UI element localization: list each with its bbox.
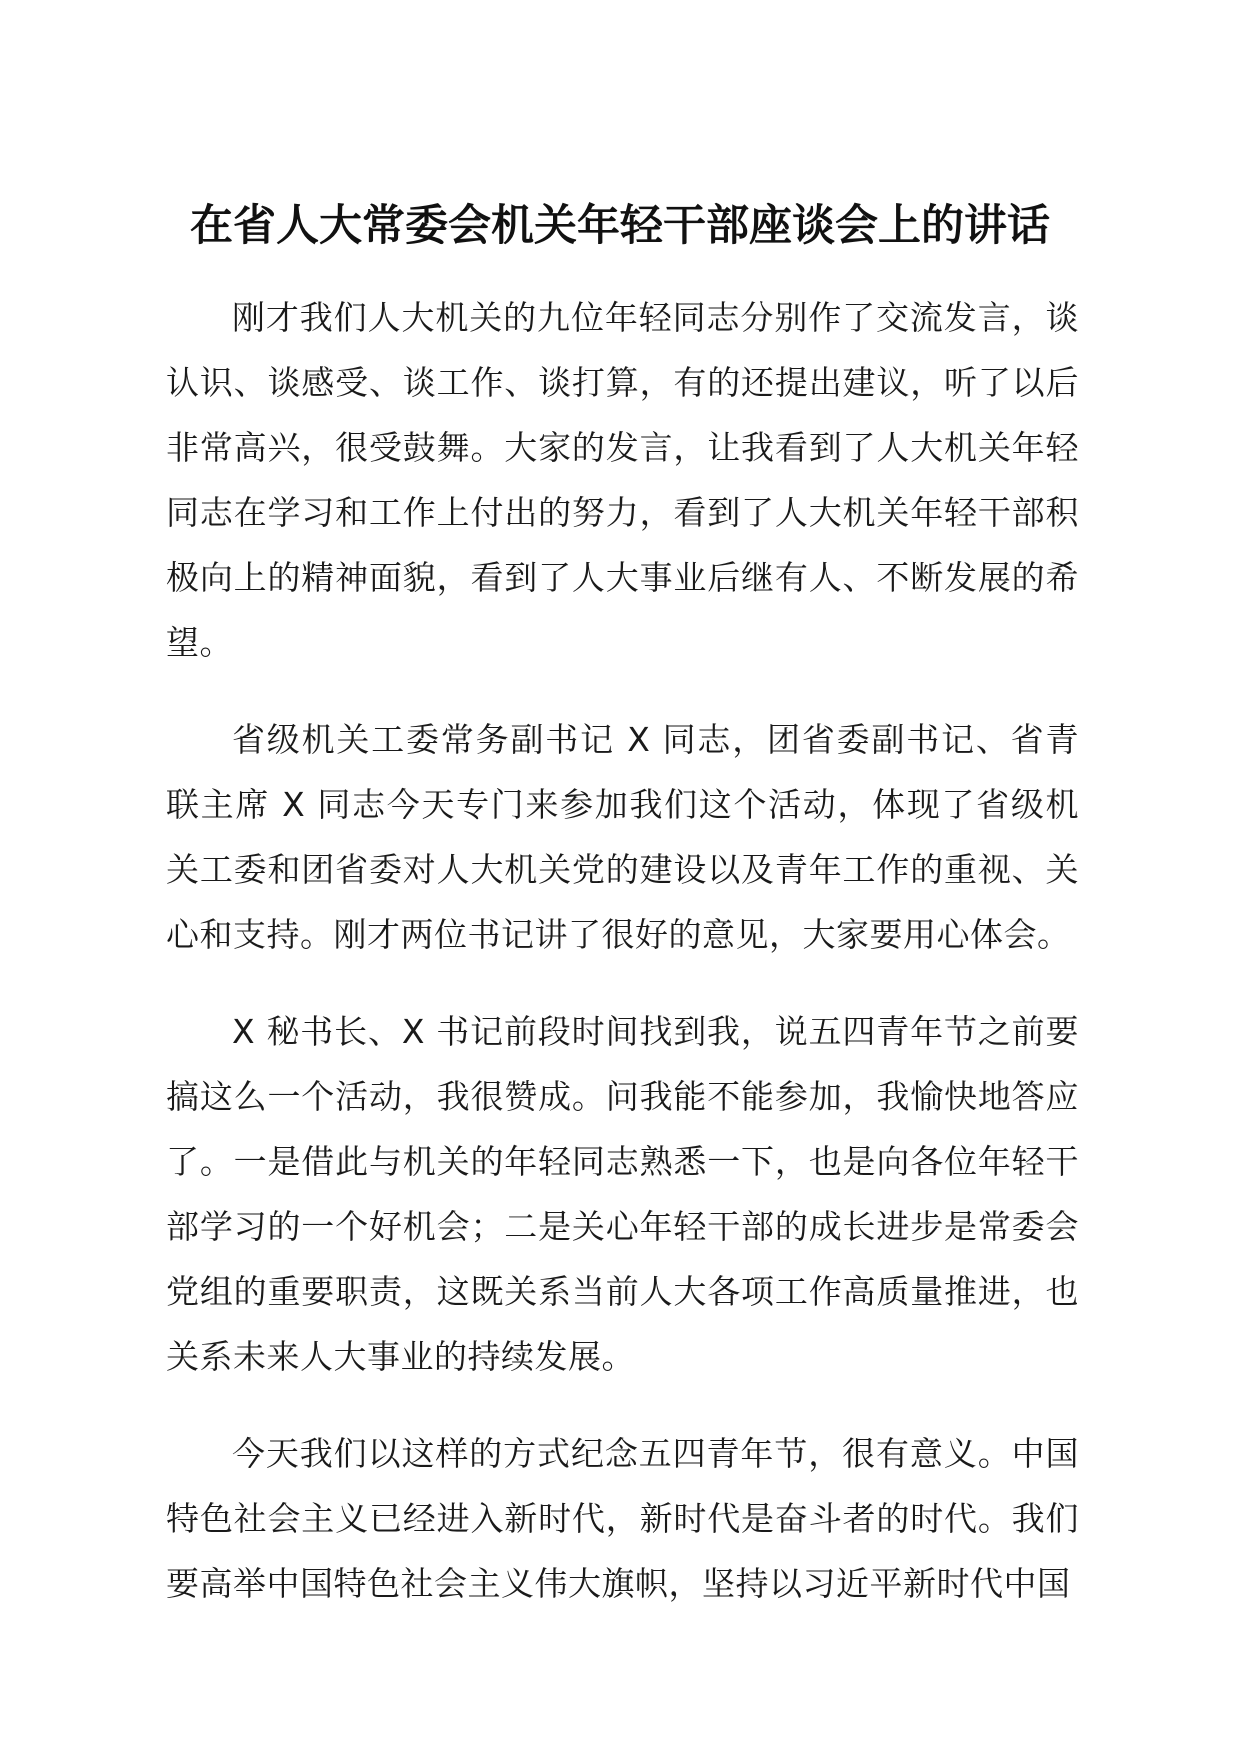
paragraph-1: 刚才我们人大机关的九位年轻同志分别作了交流发言，谈认识、谈感受、谈工作、谈打算，有的还提出建议，听了以后非常高兴，很受鼓舞。大家的发言，让我看到了人大机关年轻同志在学习和工作上付出的努力，看到了人大机关年轻干部积极向上的精神面貌，看到了人大事业后继有人、不断发展的希望。 [166,298,1079,662]
paragraph-3: X 秘书长、X 书记前段时间找到我，说五四青年节之前要搞这么一个活动，我很赞成。问我能不能参加，我愉快地答应了。一是借此与机关的年轻同志熟悉一下，也是向各位年轻干部学习的一个好机会；二是关心年轻干部的成长进步是常委会党组的重要职责，这既关系当前人大各项工作高质量推进，也关系未来人大事业的持续发展。 [166,1012,1079,1376]
paragraph-4: 今天我们以这样的方式纪念五四青年节，很有意义。中国特色社会主义已经进入新时代，新时代是奋斗者的时代。我们要高举中国特色社会主义伟大旗帜，坚持以习近平新时代中国 [166,1434,1079,1603]
document-title: 在省人大常委会机关年轻干部座谈会上的讲话 [190,201,1050,251]
document-body [166,285,1079,1616]
paragraph-2: 省级机关工委常务副书记 X 同志，团省委副书记、省青联主席 X 同志今天专门来参加我们这个活动，体现了省级机关工委和团省委对人大机关党的建设以及青年工作的重视、关心和支持。刚才两位书记讲了很好的意见，大家要用心体会。 [166,720,1079,954]
